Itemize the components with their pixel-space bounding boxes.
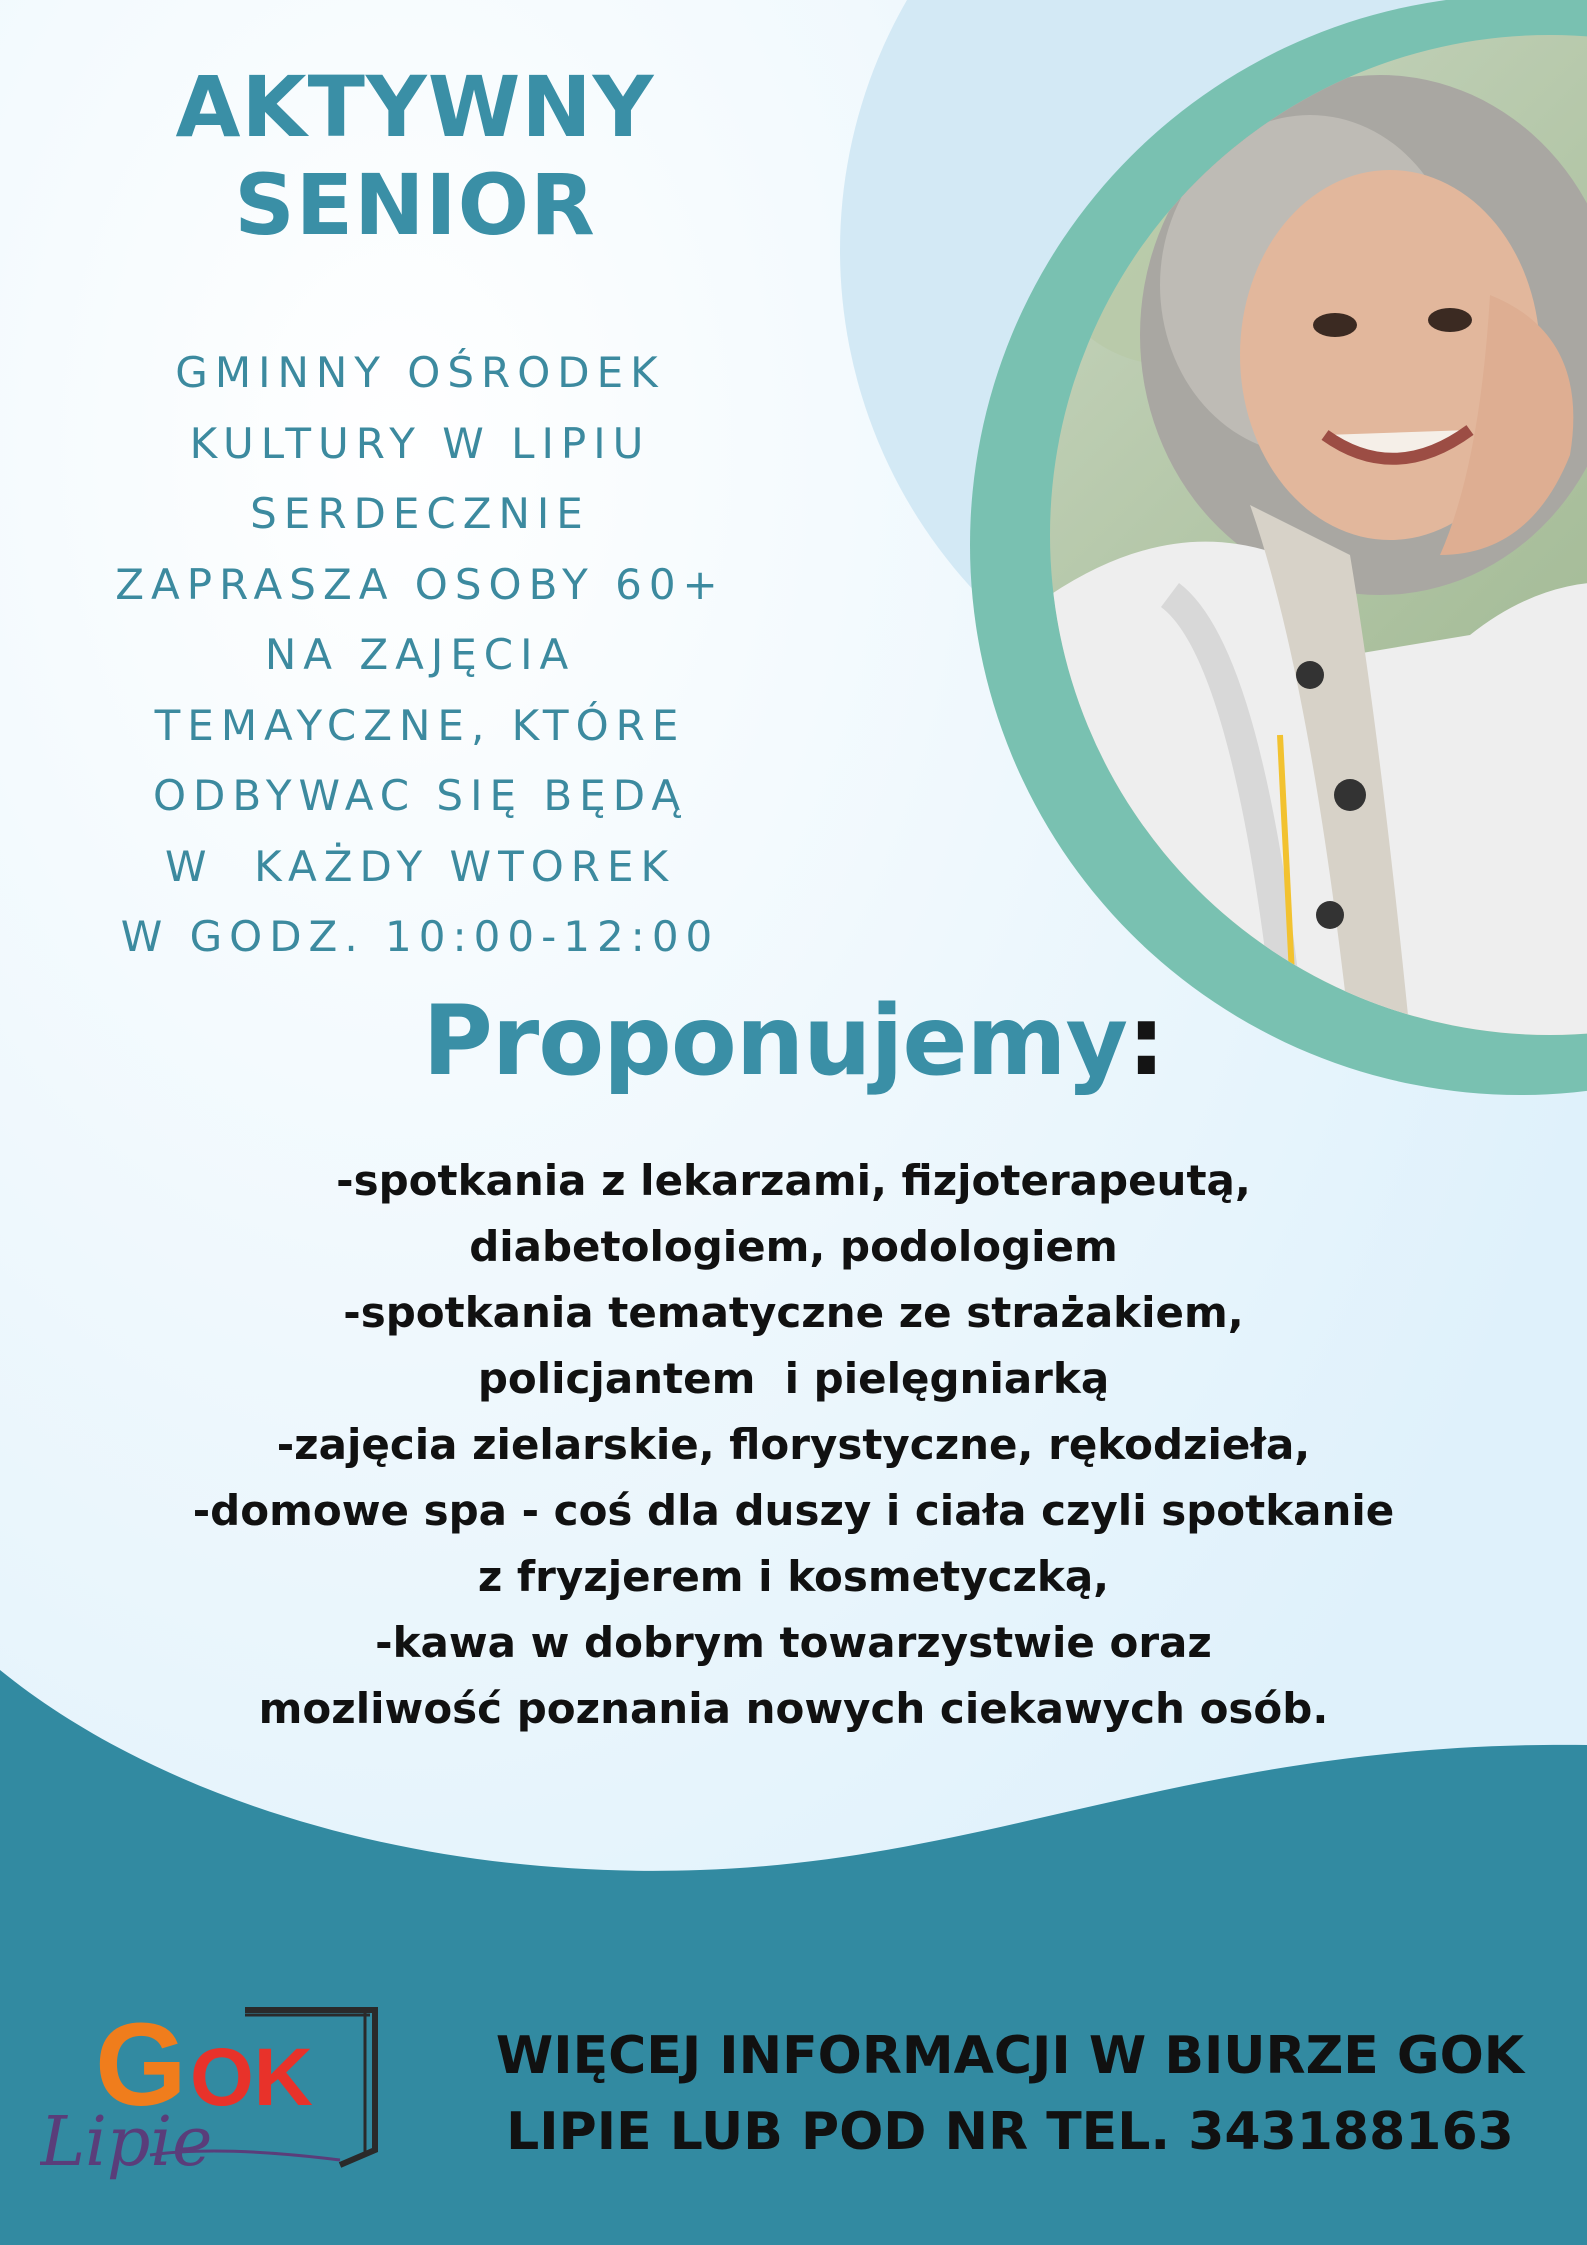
contact-line: WIĘCEJ INFORMACJI W BIURZE GOK: [495, 2026, 1525, 2086]
offer-line: -kawa w dobrym towarzystwie oraz: [375, 1618, 1212, 1667]
offer-line: diabetologiem, podologiem: [469, 1222, 1118, 1271]
invitation-line: ODBYWAC SIĘ BĘDĄ: [152, 771, 688, 820]
offer-line: -spotkania z lekarzami, fizjoterapeutą,: [336, 1156, 1251, 1205]
offer-heading: [0, 985, 1587, 1097]
offer-list: [120, 1148, 1467, 1742]
logo-letters-ok: OK: [190, 2032, 313, 2123]
page-title: [90, 58, 740, 254]
invitation-line: SERDECZNIE: [250, 489, 590, 538]
offer-line: z fryzjerem i kosmetyczką,: [477, 1552, 1110, 1601]
invitation-line: TEMAYCZNE, KTÓRE: [154, 700, 686, 750]
logo-letter-g: G: [95, 1999, 187, 2131]
invitation-line: GMINNY OŚRODEK: [175, 348, 665, 397]
offer-line: mozliwość poznania nowych ciekawych osób.: [258, 1684, 1329, 1733]
invitation-line: KULTURY W LIPIU: [189, 418, 651, 468]
title-line: SENIOR: [234, 156, 596, 254]
gok-lipie-logo: [40, 1985, 400, 2195]
offer-line: -spotkania tematyczne ze strażakiem,: [343, 1288, 1244, 1337]
invitation-line: NA ZAJĘCIA: [264, 630, 576, 679]
invitation-line: W GODZ. 10:00-12:00: [120, 912, 720, 961]
offer-heading-colon: :: [1127, 985, 1165, 1097]
offer-line: policjantem i pielęgniarką: [477, 1354, 1110, 1403]
invitation-text: [60, 338, 780, 973]
invitation-line: W KAŻDY WTOREK: [164, 841, 676, 891]
contact-line: LIPIE LUB POD NR TEL. 343188163: [506, 2102, 1514, 2162]
logo-script-lipie: Lipie: [40, 2103, 213, 2182]
contact-info: [440, 2018, 1580, 2170]
invitation-line: ZAPRASZA OSOBY 60+: [115, 559, 725, 609]
offer-line: -domowe spa - coś dla duszy i ciała czyli spotkanie: [192, 1486, 1395, 1535]
title-line: AKTYWNY: [175, 58, 655, 156]
offer-line: -zajęcia zielarskie, florystyczne, rękodzieła,: [276, 1420, 1311, 1469]
offer-heading-word: Proponujemy: [422, 985, 1128, 1097]
